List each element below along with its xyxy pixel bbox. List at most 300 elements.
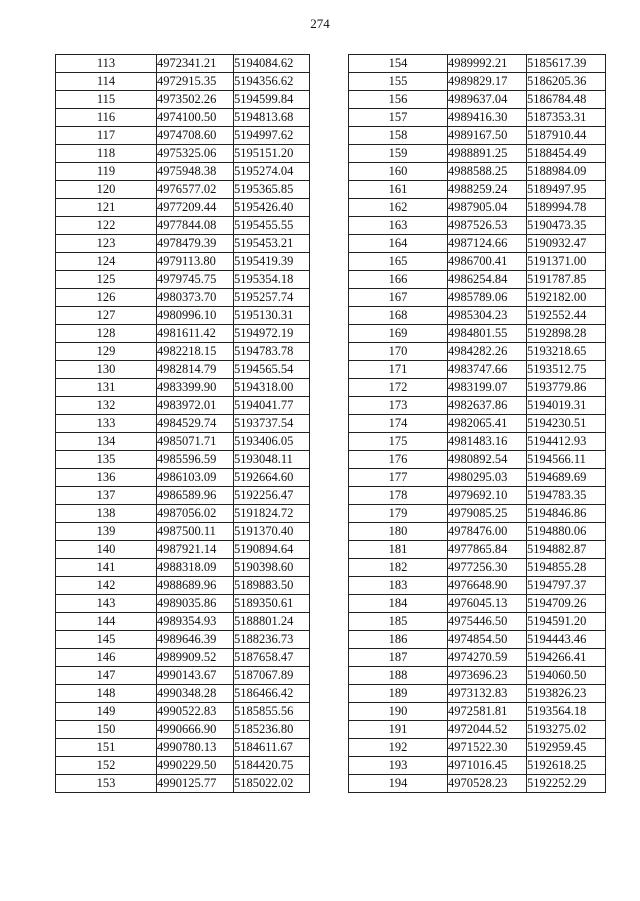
point-number-cell: 171: [349, 361, 448, 379]
table-row: [349, 757, 606, 775]
y-coordinate-cell: 5193564.18: [527, 703, 606, 721]
point-number-cell: 116: [56, 109, 157, 127]
x-coordinate-cell: 4977865.84: [448, 541, 527, 559]
table-row: [56, 505, 310, 523]
point-number-cell: 136: [56, 469, 157, 487]
point-number-cell: 156: [349, 91, 448, 109]
table-row: [56, 397, 310, 415]
y-coordinate-cell: 5195455.55: [234, 217, 310, 235]
y-coordinate-cell: 5194599.84: [234, 91, 310, 109]
point-number-cell: 180: [349, 523, 448, 541]
x-coordinate-cell: 4987905.04: [448, 199, 527, 217]
table-row: [349, 217, 606, 235]
x-coordinate-cell: 4984529.74: [157, 415, 234, 433]
point-number-cell: 134: [56, 433, 157, 451]
x-coordinate-cell: 4984282.26: [448, 343, 527, 361]
x-coordinate-cell: 4990229.50: [157, 757, 234, 775]
y-coordinate-cell: 5195274.04: [234, 163, 310, 181]
x-coordinate-cell: 4989909.52: [157, 649, 234, 667]
point-number-cell: 141: [56, 559, 157, 577]
y-coordinate-cell: 5186205.36: [527, 73, 606, 91]
x-coordinate-cell: 4971522.30: [448, 739, 527, 757]
x-coordinate-cell: 4987124.66: [448, 235, 527, 253]
table-row: [349, 163, 606, 181]
point-number-cell: 150: [56, 721, 157, 739]
point-number-cell: 157: [349, 109, 448, 127]
y-coordinate-cell: 5186466.42: [234, 685, 310, 703]
y-coordinate-cell: 5190932.47: [527, 235, 606, 253]
x-coordinate-cell: 4986700.41: [448, 253, 527, 271]
point-number-cell: 161: [349, 181, 448, 199]
table-row: [349, 523, 606, 541]
point-number-cell: 166: [349, 271, 448, 289]
y-coordinate-cell: 5194266.41: [527, 649, 606, 667]
table-row: [56, 631, 310, 649]
point-number-cell: 123: [56, 235, 157, 253]
point-number-cell: 154: [349, 55, 448, 73]
point-number-cell: 132: [56, 397, 157, 415]
y-coordinate-cell: 5195453.21: [234, 235, 310, 253]
x-coordinate-cell: 4988259.24: [448, 181, 527, 199]
point-number-cell: 117: [56, 127, 157, 145]
x-coordinate-cell: 4987526.53: [448, 217, 527, 235]
y-coordinate-cell: 5194689.69: [527, 469, 606, 487]
x-coordinate-cell: 4970528.23: [448, 775, 527, 793]
y-coordinate-cell: 5192618.25: [527, 757, 606, 775]
x-coordinate-cell: 4990143.67: [157, 667, 234, 685]
table-row: [349, 541, 606, 559]
point-number-cell: 125: [56, 271, 157, 289]
point-number-cell: 131: [56, 379, 157, 397]
x-coordinate-cell: 4975948.38: [157, 163, 234, 181]
point-number-cell: 194: [349, 775, 448, 793]
table-row: [349, 721, 606, 739]
table-row: [56, 127, 310, 145]
y-coordinate-cell: 5194566.11: [527, 451, 606, 469]
table-row: [349, 235, 606, 253]
x-coordinate-cell: 4989035.86: [157, 595, 234, 613]
y-coordinate-cell: 5193779.86: [527, 379, 606, 397]
y-coordinate-cell: 5194060.50: [527, 667, 606, 685]
x-coordinate-cell: 4990522.83: [157, 703, 234, 721]
coordinates-table-right: [348, 54, 606, 793]
x-coordinate-cell: 4973696.23: [448, 667, 527, 685]
y-coordinate-cell: 5189883.50: [234, 577, 310, 595]
y-coordinate-cell: 5193512.75: [527, 361, 606, 379]
x-coordinate-cell: 4977844.08: [157, 217, 234, 235]
table-row: [349, 505, 606, 523]
x-coordinate-cell: 4980892.54: [448, 451, 527, 469]
table-row: [56, 667, 310, 685]
y-coordinate-cell: 5194443.46: [527, 631, 606, 649]
x-coordinate-cell: 4989354.93: [157, 613, 234, 631]
point-number-cell: 128: [56, 325, 157, 343]
y-coordinate-cell: 5190473.35: [527, 217, 606, 235]
x-coordinate-cell: 4980996.10: [157, 307, 234, 325]
y-coordinate-cell: 5189350.61: [234, 595, 310, 613]
point-number-cell: 145: [56, 631, 157, 649]
point-number-cell: 158: [349, 127, 448, 145]
table-row: [56, 595, 310, 613]
table-row: [56, 253, 310, 271]
y-coordinate-cell: 5195426.40: [234, 199, 310, 217]
table-row: [349, 667, 606, 685]
y-coordinate-cell: 5188236.73: [234, 631, 310, 649]
x-coordinate-cell: 4987500.11: [157, 523, 234, 541]
y-coordinate-cell: 5195354.18: [234, 271, 310, 289]
table-row: [56, 217, 310, 235]
table-row: [349, 775, 606, 793]
y-coordinate-cell: 5188984.09: [527, 163, 606, 181]
x-coordinate-cell: 4989829.17: [448, 73, 527, 91]
point-number-cell: 170: [349, 343, 448, 361]
point-number-cell: 164: [349, 235, 448, 253]
y-coordinate-cell: 5194783.35: [527, 487, 606, 505]
point-number-cell: 182: [349, 559, 448, 577]
y-coordinate-cell: 5192664.60: [234, 469, 310, 487]
table-row: [349, 397, 606, 415]
point-number-cell: 184: [349, 595, 448, 613]
table-row: [56, 181, 310, 199]
point-number-cell: 189: [349, 685, 448, 703]
table-row: [349, 73, 606, 91]
y-coordinate-cell: 5190398.60: [234, 559, 310, 577]
table-row: [349, 415, 606, 433]
point-number-cell: 192: [349, 739, 448, 757]
x-coordinate-cell: 4987921.14: [157, 541, 234, 559]
table-row: [349, 289, 606, 307]
y-coordinate-cell: 5195365.85: [234, 181, 310, 199]
y-coordinate-cell: 5192252.29: [527, 775, 606, 793]
point-number-cell: 119: [56, 163, 157, 181]
table-row: [56, 361, 310, 379]
x-coordinate-cell: 4985596.59: [157, 451, 234, 469]
table-row: [349, 487, 606, 505]
table-row: [56, 649, 310, 667]
x-coordinate-cell: 4979692.10: [448, 487, 527, 505]
y-coordinate-cell: 5193826.23: [527, 685, 606, 703]
x-coordinate-cell: 4989646.39: [157, 631, 234, 649]
y-coordinate-cell: 5193737.54: [234, 415, 310, 433]
point-number-cell: 162: [349, 199, 448, 217]
table-row: [56, 739, 310, 757]
x-coordinate-cell: 4990125.77: [157, 775, 234, 793]
y-coordinate-cell: 5193406.05: [234, 433, 310, 451]
y-coordinate-cell: 5187353.31: [527, 109, 606, 127]
point-number-cell: 186: [349, 631, 448, 649]
x-coordinate-cell: 4972044.52: [448, 721, 527, 739]
table-row: [349, 613, 606, 631]
x-coordinate-cell: 4988588.25: [448, 163, 527, 181]
x-coordinate-cell: 4984801.55: [448, 325, 527, 343]
x-coordinate-cell: 4982637.86: [448, 397, 527, 415]
table-row: [56, 613, 310, 631]
table-row: [349, 379, 606, 397]
point-number-cell: 133: [56, 415, 157, 433]
x-coordinate-cell: 4975325.06: [157, 145, 234, 163]
table-row: [56, 55, 310, 73]
x-coordinate-cell: 4972915.35: [157, 73, 234, 91]
point-number-cell: 153: [56, 775, 157, 793]
point-number-cell: 187: [349, 649, 448, 667]
point-number-cell: 130: [56, 361, 157, 379]
y-coordinate-cell: 5193218.65: [527, 343, 606, 361]
y-coordinate-cell: 5192959.45: [527, 739, 606, 757]
y-coordinate-cell: 5194783.78: [234, 343, 310, 361]
table-row: [349, 307, 606, 325]
y-coordinate-cell: 5187067.89: [234, 667, 310, 685]
table-row: [56, 559, 310, 577]
y-coordinate-cell: 5194813.68: [234, 109, 310, 127]
y-coordinate-cell: 5192256.47: [234, 487, 310, 505]
x-coordinate-cell: 4982218.15: [157, 343, 234, 361]
y-coordinate-cell: 5194084.62: [234, 55, 310, 73]
point-number-cell: 126: [56, 289, 157, 307]
x-coordinate-cell: 4976045.13: [448, 595, 527, 613]
y-coordinate-cell: 5185617.39: [527, 55, 606, 73]
y-coordinate-cell: 5194997.62: [234, 127, 310, 145]
point-number-cell: 124: [56, 253, 157, 271]
x-coordinate-cell: 4988689.96: [157, 577, 234, 595]
y-coordinate-cell: 5189994.78: [527, 199, 606, 217]
y-coordinate-cell: 5185236.80: [234, 721, 310, 739]
point-number-cell: 135: [56, 451, 157, 469]
table-row: [349, 199, 606, 217]
point-number-cell: 172: [349, 379, 448, 397]
point-number-cell: 174: [349, 415, 448, 433]
table-row: [349, 577, 606, 595]
table-row: [56, 757, 310, 775]
table-row: [349, 469, 606, 487]
y-coordinate-cell: 5194591.20: [527, 613, 606, 631]
point-number-cell: 139: [56, 523, 157, 541]
x-coordinate-cell: 4973132.83: [448, 685, 527, 703]
table-row: [349, 253, 606, 271]
table-row: [56, 451, 310, 469]
y-coordinate-cell: 5194412.93: [527, 433, 606, 451]
table-row: [56, 73, 310, 91]
point-number-cell: 183: [349, 577, 448, 595]
point-number-cell: 179: [349, 505, 448, 523]
x-coordinate-cell: 4974100.50: [157, 109, 234, 127]
x-coordinate-cell: 4974854.50: [448, 631, 527, 649]
table-row: [56, 343, 310, 361]
x-coordinate-cell: 4983199.07: [448, 379, 527, 397]
y-coordinate-cell: 5193048.11: [234, 451, 310, 469]
y-coordinate-cell: 5184611.67: [234, 739, 310, 757]
y-coordinate-cell: 5187910.44: [527, 127, 606, 145]
x-coordinate-cell: 4990780.13: [157, 739, 234, 757]
point-number-cell: 165: [349, 253, 448, 271]
table-row: [56, 379, 310, 397]
point-number-cell: 113: [56, 55, 157, 73]
point-number-cell: 190: [349, 703, 448, 721]
point-number-cell: 159: [349, 145, 448, 163]
page-number: 274: [310, 16, 330, 31]
point-number-cell: 177: [349, 469, 448, 487]
point-number-cell: 160: [349, 163, 448, 181]
table-row: [349, 127, 606, 145]
y-coordinate-cell: 5191787.85: [527, 271, 606, 289]
x-coordinate-cell: 4988318.09: [157, 559, 234, 577]
table-row: [56, 271, 310, 289]
point-number-cell: 148: [56, 685, 157, 703]
x-coordinate-cell: 4971016.45: [448, 757, 527, 775]
point-number-cell: 129: [56, 343, 157, 361]
x-coordinate-cell: 4979113.80: [157, 253, 234, 271]
table-row: [56, 325, 310, 343]
table-row: [56, 775, 310, 793]
y-coordinate-cell: 5194880.06: [527, 523, 606, 541]
table-row: [349, 55, 606, 73]
x-coordinate-cell: 4990666.90: [157, 721, 234, 739]
y-coordinate-cell: 5194882.87: [527, 541, 606, 559]
x-coordinate-cell: 4972581.81: [448, 703, 527, 721]
point-number-cell: 191: [349, 721, 448, 739]
x-coordinate-cell: 4980373.70: [157, 289, 234, 307]
x-coordinate-cell: 4986589.96: [157, 487, 234, 505]
x-coordinate-cell: 4989637.04: [448, 91, 527, 109]
point-number-cell: 143: [56, 595, 157, 613]
y-coordinate-cell: 5194356.62: [234, 73, 310, 91]
y-coordinate-cell: 5190894.64: [234, 541, 310, 559]
y-coordinate-cell: 5195257.74: [234, 289, 310, 307]
table-row: [349, 145, 606, 163]
x-coordinate-cell: 4978479.39: [157, 235, 234, 253]
table-row: [56, 541, 310, 559]
y-coordinate-cell: 5194565.54: [234, 361, 310, 379]
table-row: [349, 109, 606, 127]
table-row: [349, 703, 606, 721]
table-row: [56, 307, 310, 325]
table-row: [349, 361, 606, 379]
table-row: [56, 235, 310, 253]
point-number-cell: 142: [56, 577, 157, 595]
x-coordinate-cell: 4981483.16: [448, 433, 527, 451]
y-coordinate-cell: 5194972.19: [234, 325, 310, 343]
table-row: [349, 91, 606, 109]
x-coordinate-cell: 4982814.79: [157, 361, 234, 379]
y-coordinate-cell: 5194230.51: [527, 415, 606, 433]
y-coordinate-cell: 5189497.95: [527, 181, 606, 199]
point-number-cell: 152: [56, 757, 157, 775]
y-coordinate-cell: 5194041.77: [234, 397, 310, 415]
point-number-cell: 151: [56, 739, 157, 757]
x-coordinate-cell: 4974270.59: [448, 649, 527, 667]
y-coordinate-cell: 5194855.28: [527, 559, 606, 577]
x-coordinate-cell: 4986254.84: [448, 271, 527, 289]
table-row: [56, 703, 310, 721]
x-coordinate-cell: 4976648.90: [448, 577, 527, 595]
y-coordinate-cell: 5194019.31: [527, 397, 606, 415]
point-number-cell: 118: [56, 145, 157, 163]
table-row: [56, 469, 310, 487]
point-number-cell: 173: [349, 397, 448, 415]
y-coordinate-cell: 5195130.31: [234, 307, 310, 325]
point-number-cell: 114: [56, 73, 157, 91]
point-number-cell: 140: [56, 541, 157, 559]
point-number-cell: 169: [349, 325, 448, 343]
x-coordinate-cell: 4974708.60: [157, 127, 234, 145]
point-number-cell: 122: [56, 217, 157, 235]
y-coordinate-cell: 5192182.00: [527, 289, 606, 307]
table-row: [349, 595, 606, 613]
table-row: [56, 109, 310, 127]
table-row: [56, 433, 310, 451]
x-coordinate-cell: 4975446.50: [448, 613, 527, 631]
x-coordinate-cell: 4989992.21: [448, 55, 527, 73]
table-row: [56, 721, 310, 739]
table-row: [56, 289, 310, 307]
x-coordinate-cell: 4981611.42: [157, 325, 234, 343]
table-row: [349, 343, 606, 361]
table-row: [349, 433, 606, 451]
point-number-cell: 115: [56, 91, 157, 109]
table-row: [56, 145, 310, 163]
table-row: [349, 559, 606, 577]
table-row: [56, 163, 310, 181]
x-coordinate-cell: 4983399.90: [157, 379, 234, 397]
point-number-cell: 127: [56, 307, 157, 325]
x-coordinate-cell: 4987056.02: [157, 505, 234, 523]
coordinates-table-left: [55, 54, 310, 793]
point-number-cell: 155: [349, 73, 448, 91]
x-coordinate-cell: 4989167.50: [448, 127, 527, 145]
y-coordinate-cell: 5194709.26: [527, 595, 606, 613]
table-row: [349, 631, 606, 649]
x-coordinate-cell: 4990348.28: [157, 685, 234, 703]
table-row: [349, 325, 606, 343]
y-coordinate-cell: 5185022.02: [234, 775, 310, 793]
point-number-cell: 138: [56, 505, 157, 523]
y-coordinate-cell: 5191371.00: [527, 253, 606, 271]
x-coordinate-cell: 4973502.26: [157, 91, 234, 109]
table-row: [56, 199, 310, 217]
y-coordinate-cell: 5195419.39: [234, 253, 310, 271]
table-row: [349, 685, 606, 703]
point-number-cell: 178: [349, 487, 448, 505]
point-number-cell: 193: [349, 757, 448, 775]
point-number-cell: 168: [349, 307, 448, 325]
x-coordinate-cell: 4979085.25: [448, 505, 527, 523]
y-coordinate-cell: 5194797.37: [527, 577, 606, 595]
y-coordinate-cell: 5184420.75: [234, 757, 310, 775]
y-coordinate-cell: 5188801.24: [234, 613, 310, 631]
table-row: [349, 451, 606, 469]
point-number-cell: 121: [56, 199, 157, 217]
y-coordinate-cell: 5192552.44: [527, 307, 606, 325]
point-number-cell: 176: [349, 451, 448, 469]
point-number-cell: 181: [349, 541, 448, 559]
table-row: [56, 685, 310, 703]
y-coordinate-cell: 5191370.40: [234, 523, 310, 541]
point-number-cell: 120: [56, 181, 157, 199]
table-row: [56, 487, 310, 505]
point-number-cell: 147: [56, 667, 157, 685]
x-coordinate-cell: 4989416.30: [448, 109, 527, 127]
x-coordinate-cell: 4983747.66: [448, 361, 527, 379]
point-number-cell: 144: [56, 613, 157, 631]
y-coordinate-cell: 5194846.86: [527, 505, 606, 523]
table-row: [349, 739, 606, 757]
y-coordinate-cell: 5186784.48: [527, 91, 606, 109]
y-coordinate-cell: 5185855.56: [234, 703, 310, 721]
point-number-cell: 167: [349, 289, 448, 307]
x-coordinate-cell: 4980295.03: [448, 469, 527, 487]
y-coordinate-cell: 5193275.02: [527, 721, 606, 739]
point-number-cell: 163: [349, 217, 448, 235]
table-row: [349, 271, 606, 289]
